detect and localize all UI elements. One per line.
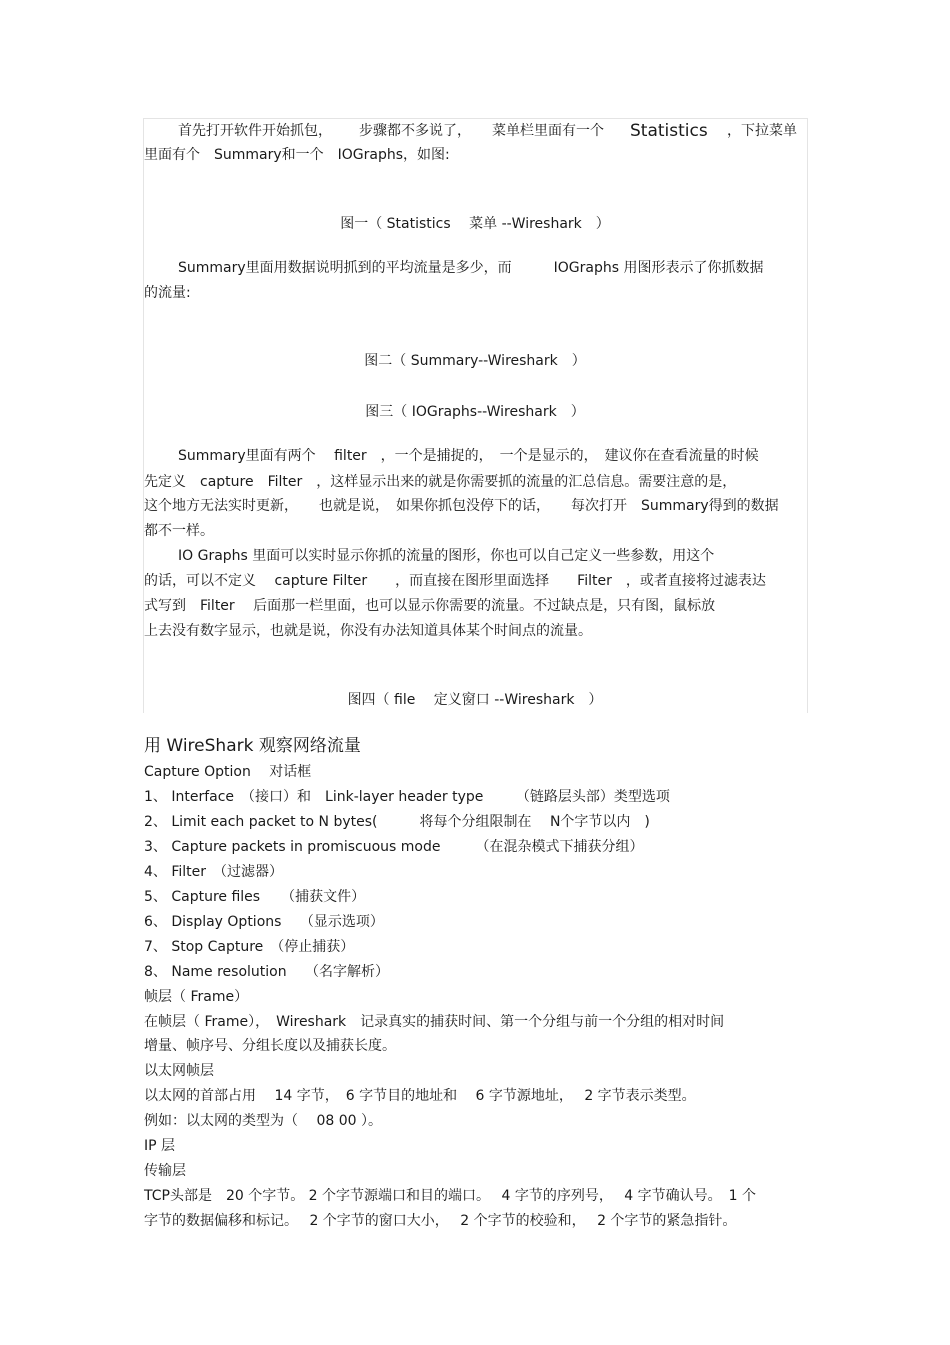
- figure-caption-3: 图三（ IOGraphs--Wireshark ）: [365, 404, 585, 420]
- figure-caption-1: 图一（ Statistics 菜单 --Wireshark ）: [340, 216, 610, 232]
- list-item: 2、 Limit each packet to N bytes( 将每个分组限制在 N个字节以内 ): [144, 814, 650, 830]
- list-item: 4、 Filter （过滤器）: [144, 864, 284, 880]
- ethernet-title: 以太网帧层: [144, 1063, 214, 1079]
- summary-line-2: 的流量:: [144, 285, 191, 301]
- section-title: 用 WireShark 观察网络流量: [144, 736, 361, 756]
- filter-line-2: 先定义 capture Filter ，这样显示出来的就是你需要抓的流量的汇总信息。需要注意的是，: [144, 474, 737, 490]
- list-item: 5、 Capture files （捕获文件）: [144, 889, 366, 905]
- intro-text-b: 步骤都不多说了，: [359, 123, 471, 139]
- intro-statistics: Statistics: [630, 121, 708, 141]
- transport-layer-title: 传输层: [144, 1163, 186, 1179]
- io-line-1: IO Graphs 里面可以实时显示你抓的流量的图形，你也可以自己定义一些参数，用这个: [178, 548, 715, 564]
- list-item: 7、 Stop Capture （停止捕获）: [144, 939, 355, 955]
- io-line-2: 的话，可以不定义 capture Filter ，而直接在图形里面选择 Filter ，或者直接将过滤表达: [144, 573, 766, 589]
- list-item: 1、 Interface （接口）和 Link-layer header type （链路层头部）类型选项: [144, 789, 670, 805]
- tcp-line-1: TCP头部是 20 个字节。 2 个字节源端口和目的端口。 4 字节的序列号， 4 字节确认号。 1 个: [144, 1188, 756, 1204]
- tcp-line-2: 字节的数据偏移和标记。 2 个字节的窗口大小， 2 个字节的校验和， 2 个字节的紧急指针。: [144, 1213, 737, 1229]
- filter-line-3: 这个地方无法实时更新， 也就是说， 如果你抓包没停下的话， 每次打开 Summary得到的数据: [144, 498, 779, 514]
- io-line-3: 式写到 Filter 后面那一栏里面，也可以显示你需要的流量。不过缺点是，只有图，鼠标放: [144, 598, 716, 614]
- intro-line-2: 里面有个 Summary和一个 IOGraphs，如图:: [144, 147, 450, 163]
- figure-caption-2: 图二（ Summary--Wireshark ）: [364, 353, 586, 369]
- list-item: 8、 Name resolution （名字解析）: [144, 964, 390, 980]
- filter-line-4: 都不一样。: [144, 523, 214, 539]
- frame-layer-title: 帧层（ Frame）: [144, 989, 249, 1005]
- figure-caption-4: 图四（ file 定义窗口 --Wireshark ）: [347, 692, 603, 708]
- list-item: 6、 Display Options （显示选项）: [144, 914, 384, 930]
- summary-line-1: Summary里面用数据说明抓到的平均流量是多少，而 IOGraphs 用图形表示了你抓数据: [178, 260, 764, 276]
- intro-text-a: 首先打开软件开始抓包，: [178, 123, 332, 139]
- intro-text-e: ，下拉菜单: [727, 123, 797, 139]
- list-item: 3、 Capture packets in promiscuous mode （在混杂模式下捕获分组）: [144, 839, 644, 855]
- ethernet-line-1: 以太网的首部占用 14 字节， 6 字节目的地址和 6 字节源地址， 2 字节表示类型。: [144, 1088, 696, 1104]
- intro-text-c: 菜单栏里面有一个: [492, 123, 604, 139]
- ip-layer-title: IP 层: [144, 1138, 176, 1154]
- ethernet-line-2: 例如：以太网的类型为（ 08 00 ）。: [144, 1113, 382, 1129]
- io-line-4: 上去没有数字显示，也就是说，你没有办法知道具体某个时间点的流量。: [144, 623, 592, 639]
- filter-line-1: Summary里面有两个 filter ，一个是捕捉的， 一个是显示的， 建议你在查看流量的时候: [178, 448, 759, 464]
- capture-option-title: Capture Option 对话框: [144, 764, 312, 780]
- frame-layer-line-1: 在帧层（ Frame）， Wireshark 记录真实的捕获时间、第一个分组与前一个分组的相对时间: [144, 1014, 725, 1030]
- frame-layer-line-2: 增量、帧序号、分组长度以及捕获长度。: [144, 1038, 396, 1054]
